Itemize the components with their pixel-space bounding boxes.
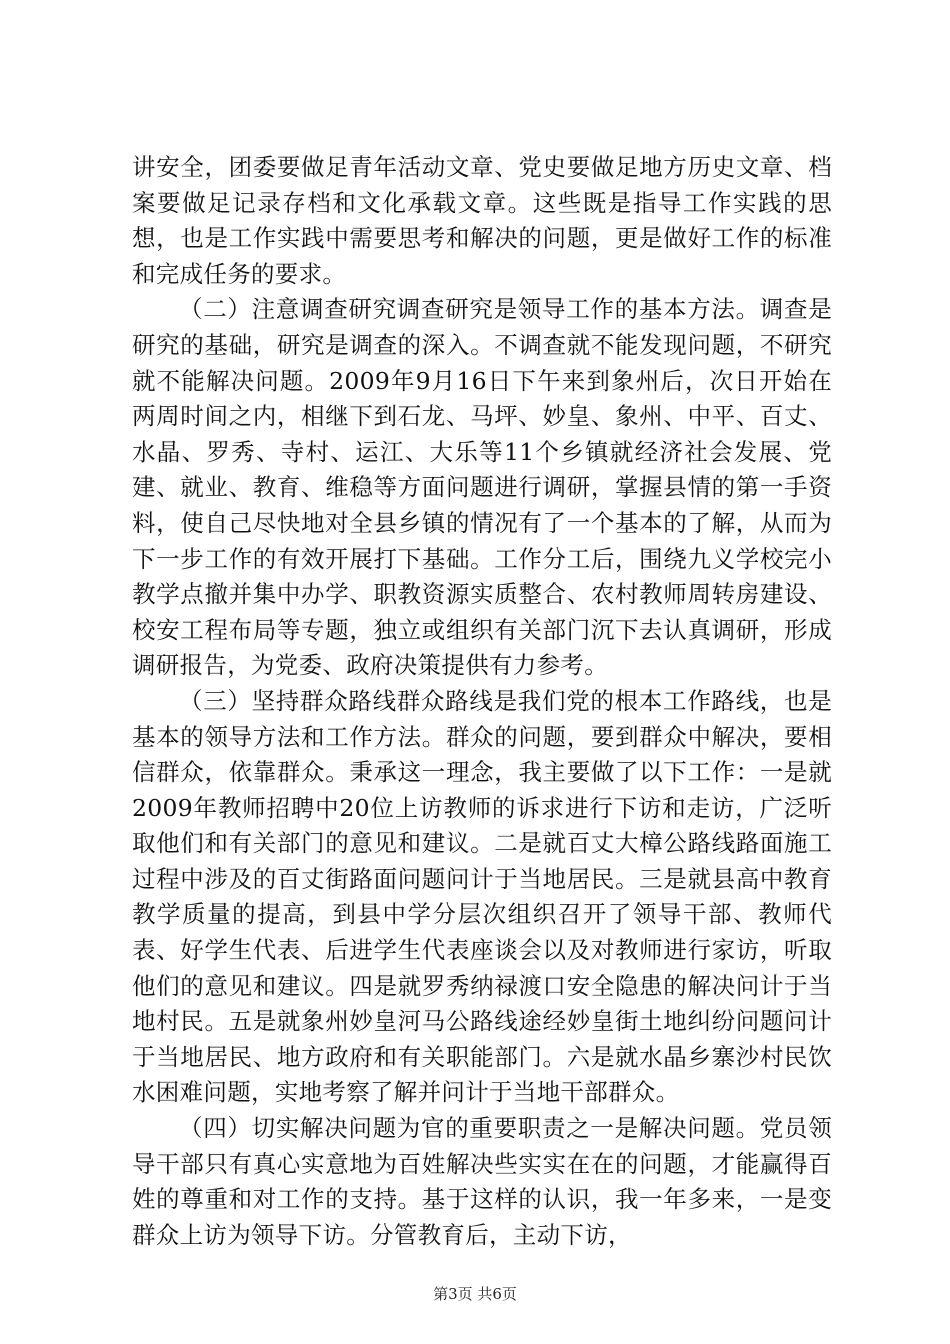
document-body	[132, 150, 832, 1253]
page-number-footer: 第3页 共6页	[433, 1285, 517, 1303]
paragraph-section-2-investigation: （二）注意调查研究调查研究是领导工作的基本方法。调查是研究的基础，研究是调查的深入。不调查就不能发现问题，不研究就不能解决问题。2009年9月16日下午来到象州后，次日开始在两周时间之内，相继下到石龙、马坪、妙皇、象州、中平、百丈、水晶、罗秀、寺村、运江、大乐等11个乡镇就经济社会发展、党建、就业、教育、维稳等方面问题进行调研，掌握县情的第一手资料，使自己尽快地对全县乡镇的情况有了一个基本的了解，从而为下一步工作的有效开展打下基础。工作分工后，围绕九义学校完小教学点撤并集中办学、职教资源实质整合、农村教师周转房建设、校安工程布局等专题，独立或组织有关部门沉下去认真调研，形成调研报告，为党委、政府决策提供有力参考。	[132, 295, 832, 680]
paragraph-continuation: 讲安全，团委要做足青年活动文章、党史要做足地方历史文章、档案要做足记录存档和文化承载文章。这些既是指导工作实践的思想，也是工作实践中需要思考和解决的问题，更是做好工作的标准和完成任务的要求。	[132, 153, 832, 288]
paragraph-section-3-mass-line: （三）坚持群众路线群众路线是我们党的根本工作路线，也是基本的领导方法和工作方法。群众的问题，要到群众中解决，要相信群众，依靠群众。秉承这一理念，我主要做了以下工作：一是就2009年教师招聘中20位上访教师的诉求进行下访和走访，广泛听取他们和有关部门的意见和建议。二是就百丈大樟公路线路面施工过程中涉及的百丈街路面问题问计于当地居民。三是就县高中教育教学质量的提高，到县中学分层次组织召开了领导干部、教师代表、好学生代表、后进学生代表座谈会以及对教师进行家访，听取他们的意见和建议。四是就罗秀纳禄渡口安全隐患的解决问计于当地村民。五是就象州妙皇河马公路线途经妙皇街土地纠纷问题问计于当地居民、地方政府和有关职能部门。六是就水晶乡寨沙村民饮水困难问题，实地考察了解并问计于当地干部群众。	[132, 686, 832, 1107]
paragraph-section-4-solve-problems: （四）切实解决问题为官的重要职责之一是解决问题。党员领导干部只有真心实意地为百姓解决些实实在在的问题，才能赢得百姓的尊重和对工作的支持。基于这样的认识，我一年多来，一是变群众上访为领导下访。分管教育后，主动下访，	[132, 1114, 832, 1249]
